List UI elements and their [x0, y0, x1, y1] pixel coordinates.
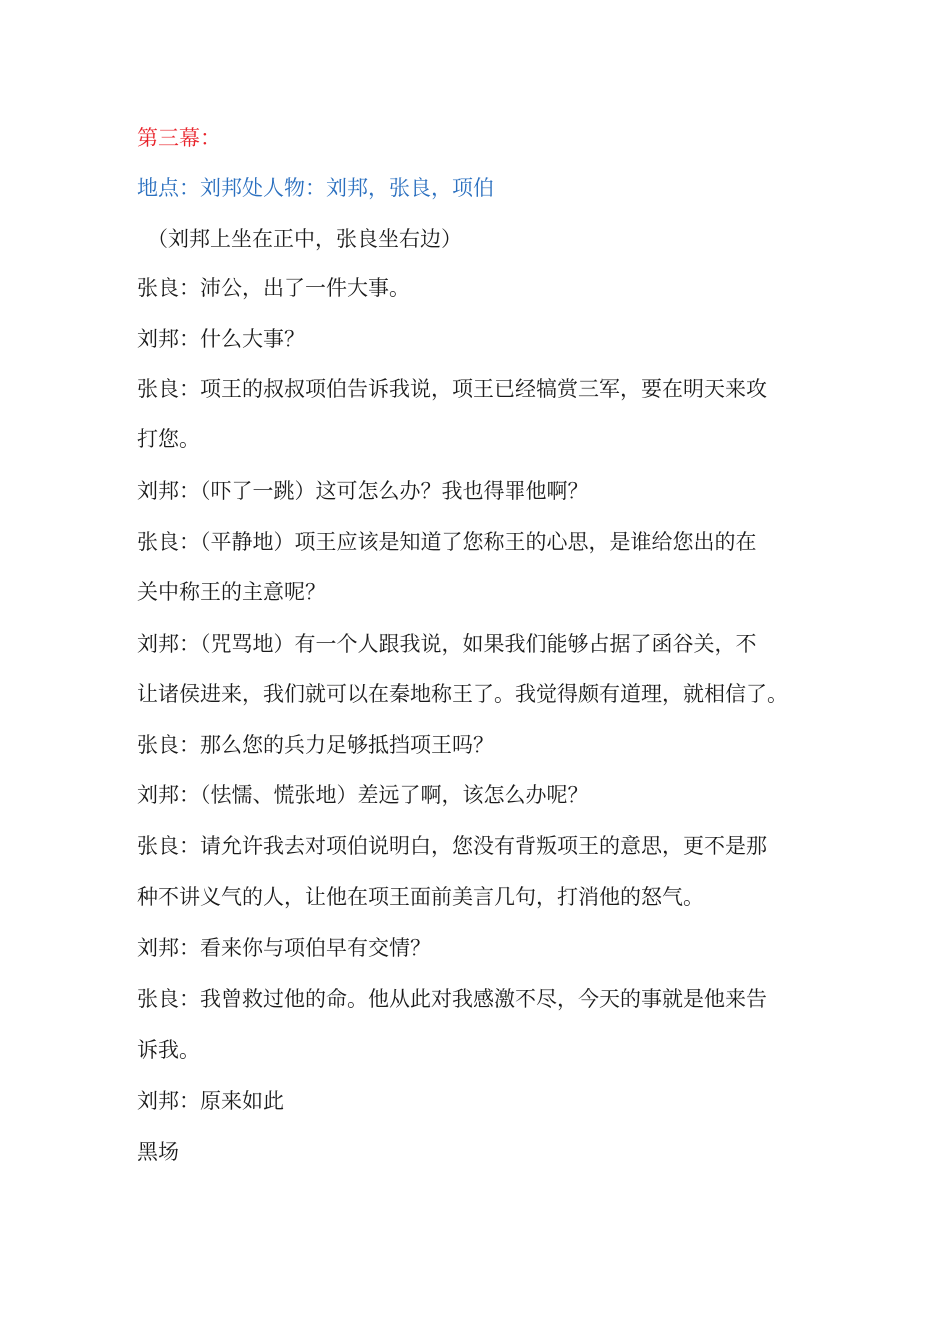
dialogue-line: 关中称王的主意呢？	[137, 580, 326, 604]
dialogue-line: 刘邦：看来你与项伯早有交情？	[137, 936, 431, 960]
dialogue-line: 刘邦：什么大事？	[137, 327, 305, 351]
dialogue-line: 张良：请允许我去对项伯说明白，您没有背叛项王的意思，更不是那	[137, 834, 767, 858]
scene-end: 黑场	[137, 1140, 179, 1164]
dialogue-line: 张良：（平静地）项王应该是知道了您称王的心思，是谁给您出的在	[137, 530, 757, 554]
dialogue-line: 让诸侯进来，我们就可以在秦地称王了。我觉得颇有道理，就相信了。	[137, 682, 788, 706]
dialogue-line: 打您。	[137, 427, 200, 451]
dialogue-line: 刘邦：（咒骂地）有一个人跟我说，如果我们能够占据了函谷关，不	[137, 632, 757, 656]
dialogue-line: 刘邦：原来如此	[137, 1089, 284, 1113]
dialogue-line: 诉我。	[137, 1038, 200, 1062]
dialogue-line: 张良：沛公，出了一件大事。	[137, 276, 410, 300]
dialogue-line: 刘邦：（怯懦、慌张地）差远了啊，该怎么办呢？	[137, 783, 589, 807]
dialogue-line: 刘邦：（吓了一跳）这可怎么办？我也得罪他啊？	[137, 479, 589, 503]
dialogue-line: 种不讲义气的人，让他在项王面前美言几句，打消他的怒气。	[137, 885, 704, 909]
dialogue-line: 张良：那么您的兵力足够抵挡项王吗？	[137, 733, 494, 757]
setting-line: 地点：刘邦处人物：刘邦，张良，项伯	[137, 176, 494, 200]
act-title: 第三幕：	[137, 126, 221, 150]
dialogue-line: 张良：我曾救过他的命。他从此对我感激不尽，今天的事就是他来告	[137, 987, 767, 1011]
stage-direction: （刘邦上坐在正中，张良坐右边）	[147, 227, 462, 251]
dialogue-line: 张良：项王的叔叔项伯告诉我说，项王已经犒赏三军，要在明天来攻	[137, 377, 767, 401]
